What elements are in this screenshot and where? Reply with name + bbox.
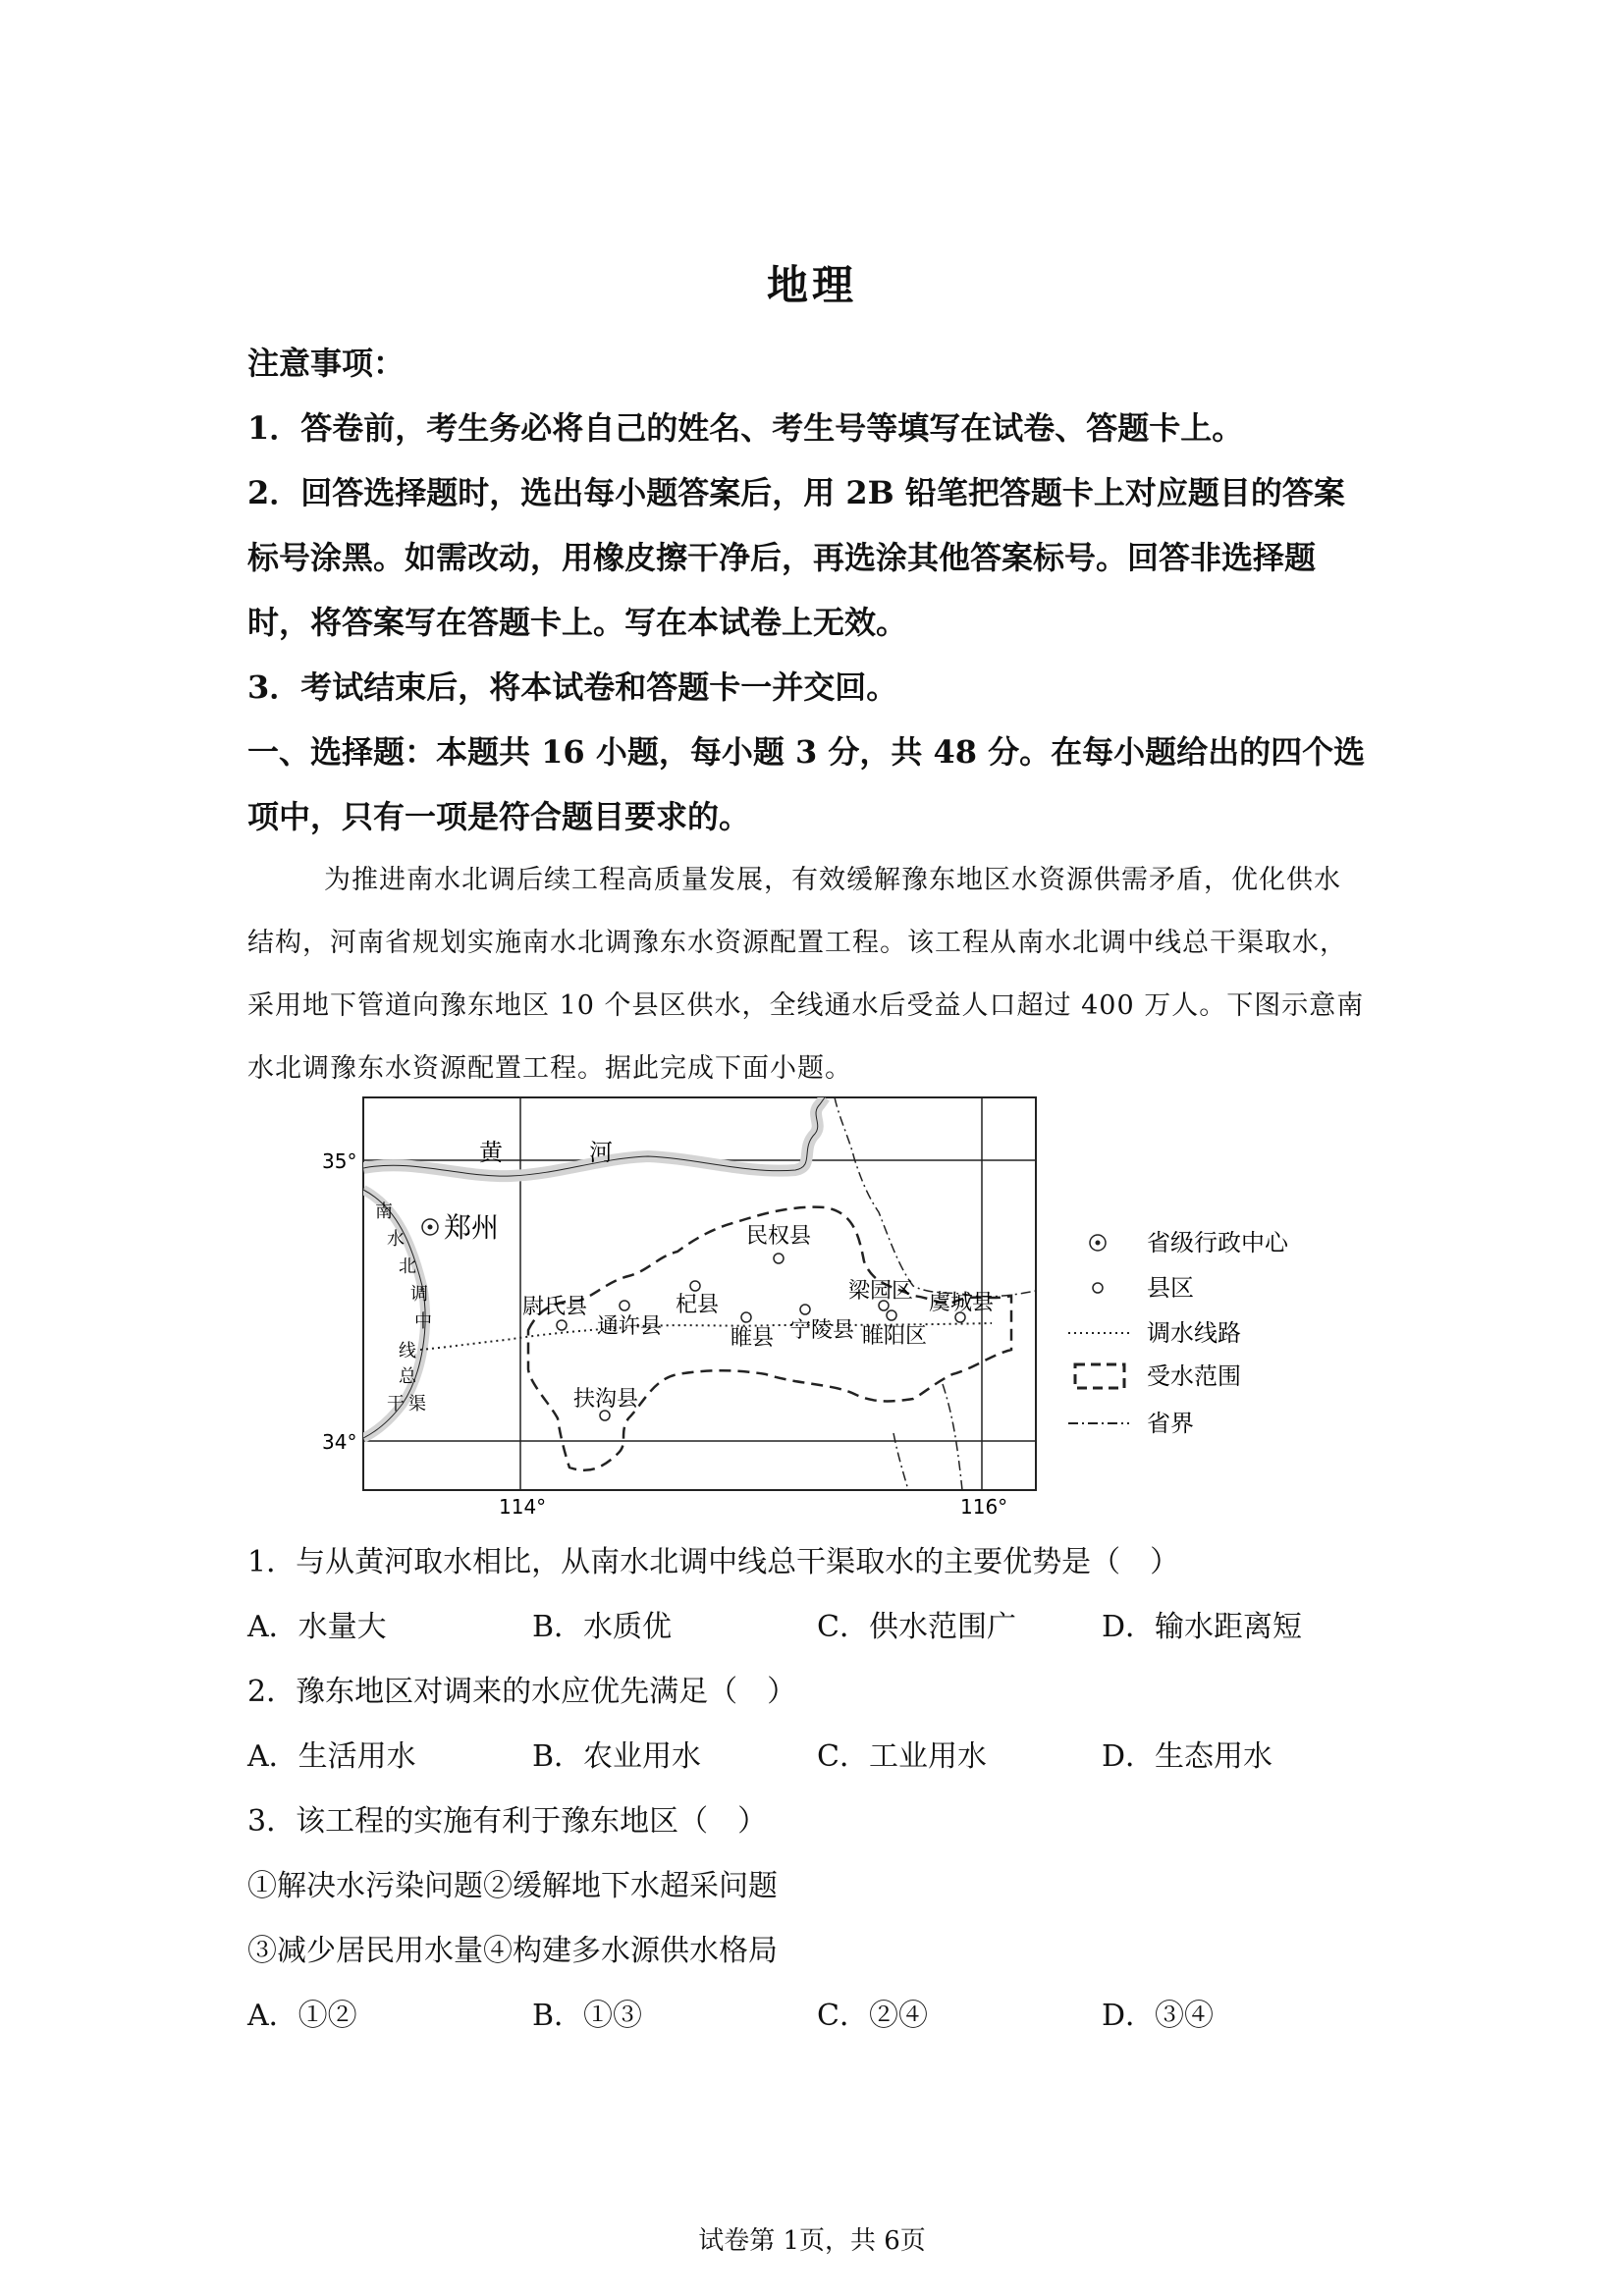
passage-line-4: 水北调豫东水资源配置工程。据此完成下面小题。 (247, 1053, 852, 1084)
lat-label-35: 35° (322, 1149, 357, 1173)
question-1-option-b: B．水质优 (532, 1610, 673, 1644)
question-1-option-c: C．供水范围广 (817, 1610, 1016, 1644)
canal-char-1: 南 (375, 1201, 393, 1222)
question-1-stem: 1．与从黄河取水相比，从南水北调中线总干渠取水的主要优势是（ ） (247, 1545, 1180, 1579)
question-3-statements-line-1: ①解决水污染问题②缓解地下水超采问题 (247, 1869, 778, 1903)
place-weishi: 尉氏县 (522, 1295, 588, 1319)
notice-item-3: 3．考试结束后，将本试卷和答题卡一并交回。 (247, 668, 898, 706)
notice-heading: 注意事项： (247, 345, 406, 382)
qixian-marker (690, 1281, 700, 1291)
question-1-option-d: D．输水距离短 (1102, 1610, 1303, 1644)
ningling-marker (800, 1305, 810, 1314)
legend-range-label: 受水范围 (1147, 1362, 1241, 1390)
canal-char-3: 北 (399, 1256, 416, 1277)
question-2-stem: 2．豫东地区对调来的水应优先满足（ ） (247, 1675, 797, 1709)
question-2-option-d: D．生态用水 (1102, 1739, 1273, 1774)
lat-label-34: 34° (322, 1430, 357, 1454)
suixian-marker (741, 1312, 751, 1322)
passage-line-2: 结构，河南省规划实施南水北调豫东水资源配置工程。该工程从南水北调中线总干渠取水， (247, 928, 1347, 958)
canal-char-9: 渠 (408, 1394, 426, 1415)
lon-label-116: 116° (960, 1495, 1008, 1519)
canal-char-2: 水 (387, 1229, 405, 1250)
legend-capital-icon-dot (1096, 1241, 1101, 1246)
passage-line-3: 采用地下管道向豫东地区 10 个县区供水，全线通水后受益人口超过 400 万人。下图示意南 (247, 990, 1365, 1021)
question-3-statements-line-2: ③减少居民用水量④构建多水源供水格局 (247, 1934, 778, 1968)
notice-item-2-line-1: 2．回答选择题时，选出每小题答案后，用 2B 铅笔把答题卡上对应题目的答案 (247, 474, 1345, 511)
legend-capital-label: 省级行政中心 (1147, 1229, 1288, 1256)
canal-char-6: 线 (399, 1341, 416, 1362)
page-title: 地理 (766, 261, 857, 309)
legend-route-label: 调水线路 (1147, 1319, 1241, 1347)
place-suixian: 睢县 (731, 1326, 775, 1351)
place-zhengzhou: 郑州 (444, 1211, 500, 1244)
fugou-marker (600, 1411, 610, 1420)
page-footer: 试卷第 1页，共 6页 (698, 2226, 926, 2256)
zhengzhou-marker-dot (428, 1225, 433, 1230)
question-2-option-b: B．农业用水 (532, 1739, 702, 1774)
notice-item-1: 1．答卷前，考生务必将自己的姓名、考生号等填写在试卷、答题卡上。 (247, 409, 1244, 447)
canal-char-7: 总 (399, 1366, 416, 1387)
lon-label-114: 114° (499, 1495, 547, 1519)
river-char-2: 河 (589, 1139, 613, 1166)
suiyang-marker (887, 1310, 896, 1320)
legend-range-icon (1075, 1364, 1124, 1388)
legend-county-icon (1093, 1283, 1103, 1293)
question-3-option-b: B．①③ (532, 1999, 643, 2033)
river-char-1: 黄 (479, 1139, 503, 1166)
canal-char-5: 中 (414, 1311, 432, 1332)
place-minquan: 民权县 (746, 1224, 812, 1249)
place-qixian: 杞县 (676, 1293, 720, 1317)
weishi-marker (557, 1320, 567, 1330)
minquan-marker (774, 1254, 784, 1263)
map-legend (1068, 1229, 1289, 1437)
question-2-option-a: A．生活用水 (247, 1739, 416, 1774)
water-project-map (304, 1090, 1355, 1522)
place-suiyang: 睢阳区 (862, 1324, 928, 1349)
notice-item-2-line-2: 标号涂黑。如需改动，用橡皮擦干净后，再选涂其他答案标号。回答非选择题 (247, 539, 1317, 576)
notice-item-2-line-3: 时，将答案写在答题卡上。写在本试卷上无效。 (247, 604, 908, 641)
question-1-option-a: A．水量大 (247, 1610, 387, 1644)
tongxu-marker (620, 1301, 629, 1310)
question-3-option-d: D．③④ (1102, 1999, 1215, 2033)
place-fugou: 扶沟县 (573, 1387, 639, 1412)
question-3-option-a: A．①② (247, 1999, 357, 2033)
canal-char-4: 调 (410, 1284, 428, 1305)
question-3-stem: 3．该工程的实施有利于豫东地区（ ） (247, 1804, 768, 1839)
section-heading-line-1: 一、选择题：本题共 16 小题，每小题 3 分，共 48 分。在每小题给出的四个选 (247, 733, 1366, 771)
legend-border-label: 省界 (1147, 1410, 1194, 1437)
place-tongxu: 通许县 (597, 1314, 663, 1339)
place-yucheng: 虞城县 (929, 1291, 995, 1315)
canal-char-8: 干 (387, 1394, 405, 1415)
question-2-option-c: C．工业用水 (817, 1739, 987, 1774)
legend-county-label: 县区 (1147, 1274, 1194, 1302)
place-ningling: 宁陵县 (789, 1318, 855, 1343)
passage-line-1: 为推进南水北调后续工程高质量发展，有效缓解豫东地区水资源供需矛盾，优化供水 (324, 865, 1341, 895)
section-heading-line-2: 项中，只有一项是符合题目要求的。 (247, 798, 751, 835)
question-3-option-c: C．②④ (817, 1999, 928, 2033)
place-liangyuan: 梁园区 (848, 1279, 914, 1304)
